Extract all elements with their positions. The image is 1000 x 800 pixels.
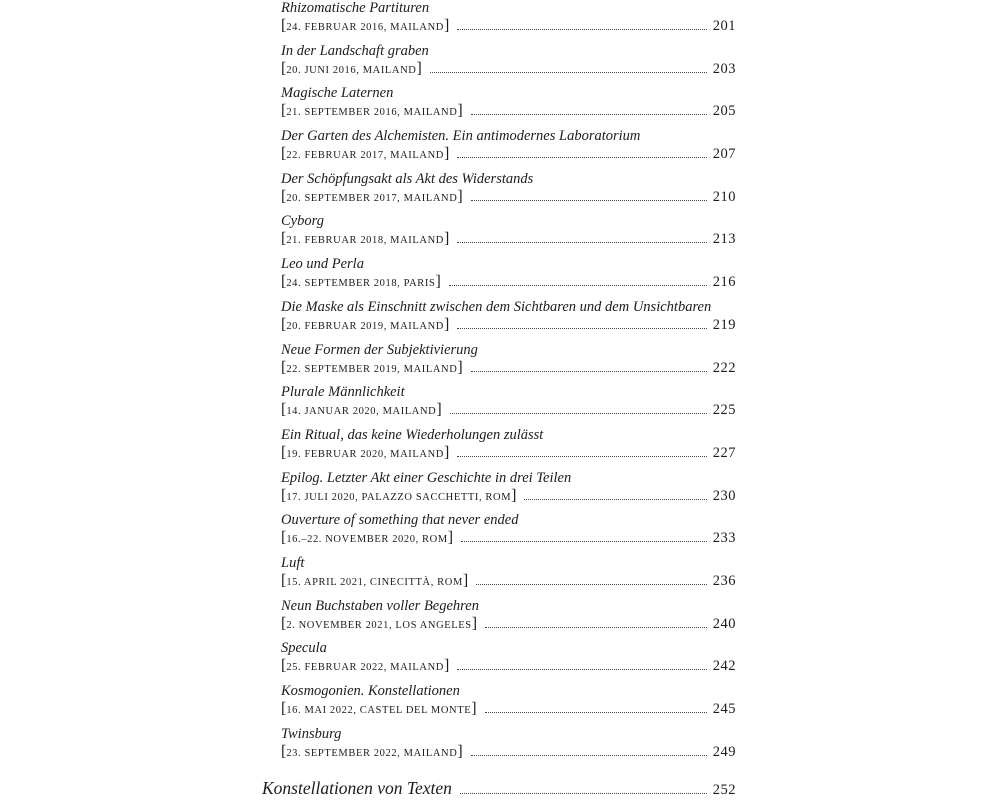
toc-entry[interactable] xyxy=(281,512,736,555)
open-bracket: [ xyxy=(281,273,287,291)
entry-title: Leo und Perla xyxy=(281,256,364,273)
entry-page: 249 xyxy=(712,743,736,760)
dot-leader xyxy=(461,540,707,542)
entry-page: 245 xyxy=(712,701,736,717)
entry-date: 24. FEBRUAR 2016, MAILAND xyxy=(286,22,444,33)
toc-entry[interactable] xyxy=(281,256,736,299)
entry-date: 20. SEPTEMBER 2017, MAILAND xyxy=(286,192,458,204)
entry-title: Rhizomatische Partituren xyxy=(281,0,430,16)
close-bracket: ] xyxy=(462,571,469,589)
dot-leader xyxy=(450,412,707,414)
entry-date: 14. JANUAR 2020, MAILAND xyxy=(286,406,437,418)
close-bracket: ] xyxy=(443,230,450,248)
dot-leader xyxy=(457,455,706,457)
dot-leader xyxy=(471,370,707,372)
entry-date: 17. JULI 2020, PALAZZO SACCHETTI, ROM xyxy=(286,491,512,503)
entry-title: Cyborg xyxy=(281,213,324,230)
entry-meta-line xyxy=(281,700,736,718)
entry-meta-line xyxy=(281,401,736,419)
entry-meta-line xyxy=(281,60,736,78)
open-bracket: [ xyxy=(281,315,287,333)
dot-leader xyxy=(460,792,707,794)
dot-leader xyxy=(485,711,707,713)
entry-page: 203 xyxy=(712,60,736,77)
close-bracket: ] xyxy=(457,358,463,376)
entry-page: 222 xyxy=(712,359,736,376)
dot-leader xyxy=(430,71,707,73)
entry-meta-line xyxy=(281,529,736,547)
open-bracket: [ xyxy=(281,571,287,589)
entry-title: Specula xyxy=(281,640,327,657)
close-bracket: ] xyxy=(443,443,450,461)
toc-entry[interactable] xyxy=(281,598,736,641)
entry-title: Epilog. Letzter Akt einer Geschichte in drei Teilen xyxy=(281,469,572,486)
open-bracket: [ xyxy=(281,17,287,34)
close-bracket: ] xyxy=(416,59,422,77)
close-bracket: ] xyxy=(471,700,477,717)
toc-entry[interactable] xyxy=(281,342,736,385)
close-bracket: ] xyxy=(457,102,463,120)
entry-title: Ein Ritual, das keine Wiederholungen zulässt xyxy=(281,426,544,443)
entry-meta-line xyxy=(281,359,736,377)
entry-page: 227 xyxy=(712,444,736,461)
toc-entry[interactable] xyxy=(281,470,736,513)
entry-page: 236 xyxy=(712,572,736,589)
entry-title: Neun Buchstaben voller Begehren xyxy=(281,597,479,614)
entry-date: 22. SEPTEMBER 2019, MAILAND xyxy=(286,363,458,375)
entry-title: In der Landschaft graben xyxy=(281,42,429,59)
entry-date: 16. MAI 2022, CASTEL DEL MONTE xyxy=(286,705,472,716)
entry-date: 19. FEBRUAR 2020, MAILAND xyxy=(286,448,444,460)
open-bracket: [ xyxy=(281,657,287,675)
entry-page: 201 xyxy=(712,18,736,34)
open-bracket: [ xyxy=(281,486,287,504)
entry-page: 216 xyxy=(712,274,736,291)
entry-page: 242 xyxy=(712,658,736,675)
toc-entry[interactable] xyxy=(281,0,736,43)
entry-meta-line xyxy=(281,444,736,462)
open-bracket: [ xyxy=(281,742,287,760)
dot-leader xyxy=(476,583,707,585)
close-bracket: ] xyxy=(443,315,450,333)
open-bracket: [ xyxy=(281,145,287,163)
entry-title: Ouverture of something that never ended xyxy=(281,512,519,529)
entry-title: Der Schöpfungsakt als Akt des Widerstands xyxy=(281,170,534,187)
entry-page: 207 xyxy=(712,146,736,163)
dot-leader xyxy=(457,156,706,158)
section-title: Konstellationen von Texten xyxy=(262,778,452,798)
entry-meta-line xyxy=(281,145,736,163)
toc-entry[interactable] xyxy=(281,171,736,214)
open-bracket: [ xyxy=(281,102,287,120)
entry-meta-line xyxy=(281,615,736,633)
entry-meta-line xyxy=(281,230,736,248)
open-bracket: [ xyxy=(281,443,287,461)
close-bracket: ] xyxy=(447,529,454,547)
entry-meta-line xyxy=(281,487,736,505)
entry-meta-line xyxy=(281,273,736,291)
entry-meta-line xyxy=(281,102,736,120)
entry-page: 240 xyxy=(712,615,736,632)
dot-leader xyxy=(449,284,707,286)
close-bracket: ] xyxy=(443,17,450,34)
toc-entry[interactable] xyxy=(281,726,736,769)
close-bracket: ] xyxy=(443,145,450,163)
entry-title: Der Garten des Alchemisten. Ein antimodernes Laboratorium xyxy=(281,128,641,145)
toc-entry[interactable] xyxy=(281,85,736,128)
entry-meta-line xyxy=(281,316,736,334)
toc-entry[interactable] xyxy=(281,128,736,171)
entry-title: Neue Formen der Subjektivierung xyxy=(281,341,478,358)
dot-leader xyxy=(524,498,706,500)
entry-page: 210 xyxy=(712,188,736,205)
dot-leader xyxy=(485,626,707,628)
open-bracket: [ xyxy=(281,401,287,419)
entry-date: 22. FEBRUAR 2017, MAILAND xyxy=(286,150,444,162)
close-bracket: ] xyxy=(457,742,463,760)
toc-entry[interactable] xyxy=(281,213,736,256)
toc-entry[interactable] xyxy=(281,427,736,470)
entry-title: Luft xyxy=(281,554,305,571)
close-bracket: ] xyxy=(471,614,478,632)
entry-date: 16.–22. NOVEMBER 2020, ROM xyxy=(286,534,448,546)
toc-entry[interactable] xyxy=(281,683,736,726)
toc-entry[interactable] xyxy=(281,555,736,598)
entry-date: 24. SEPTEMBER 2018, PARIS xyxy=(286,278,436,290)
entry-page: 213 xyxy=(712,231,736,248)
entry-meta-line xyxy=(281,17,736,35)
toc-entry[interactable] xyxy=(281,384,736,427)
entry-date: 23. SEPTEMBER 2022, MAILAND xyxy=(286,747,458,759)
open-bracket: [ xyxy=(281,529,287,547)
entry-date: 15. APRIL 2021, CINECITTÀ, ROM xyxy=(286,576,463,588)
open-bracket: [ xyxy=(281,59,287,77)
dot-leader xyxy=(457,241,706,243)
entry-date: 25. FEBRUAR 2022, MAILAND xyxy=(286,662,444,674)
entry-title: Magische Laternen xyxy=(281,85,394,102)
dot-leader xyxy=(457,28,706,30)
close-bracket: ] xyxy=(435,273,441,291)
close-bracket: ] xyxy=(457,187,463,205)
open-bracket: [ xyxy=(281,187,287,205)
entry-meta-line xyxy=(281,572,736,590)
open-bracket: [ xyxy=(281,358,287,376)
toc-entry[interactable] xyxy=(281,640,736,683)
entry-title: Twinsburg xyxy=(281,725,342,742)
dot-leader xyxy=(457,327,706,329)
entry-meta-line xyxy=(281,657,736,675)
close-bracket: ] xyxy=(436,401,442,419)
entry-date: 21. SEPTEMBER 2016, MAILAND xyxy=(286,107,458,119)
open-bracket: [ xyxy=(281,614,287,632)
entry-meta-line xyxy=(281,743,736,761)
section-page: 252 xyxy=(712,782,736,798)
entry-page: 219 xyxy=(712,316,736,333)
toc-entry[interactable] xyxy=(281,299,736,342)
entry-title: Die Maske als Einschnitt zwischen dem Sichtbaren und dem Unsichtbaren xyxy=(281,298,712,315)
table-of-contents xyxy=(281,0,736,768)
entry-title: Kosmogonien. Konstellationen xyxy=(281,683,460,699)
dot-leader xyxy=(457,668,706,670)
entry-title: Plurale Männlichkeit xyxy=(281,384,405,401)
entry-meta-line xyxy=(281,188,736,206)
entry-page: 205 xyxy=(712,103,736,120)
entry-date: 2. NOVEMBER 2021, LOS ANGELES xyxy=(286,619,472,631)
open-bracket: [ xyxy=(281,230,287,248)
close-bracket: ] xyxy=(443,657,450,675)
entry-page: 230 xyxy=(712,487,736,504)
entry-date: 21. FEBRUAR 2018, MAILAND xyxy=(286,235,444,247)
open-bracket: [ xyxy=(281,700,287,717)
entry-date: 20. FEBRUAR 2019, MAILAND xyxy=(286,320,444,332)
section-heading-entry[interactable] xyxy=(262,778,736,800)
entry-date: 20. JUNI 2016, MAILAND xyxy=(286,64,417,76)
dot-leader xyxy=(471,199,707,201)
toc-entry[interactable] xyxy=(281,43,736,86)
dot-leader xyxy=(471,754,707,756)
entry-page: 233 xyxy=(712,530,736,547)
dot-leader xyxy=(471,113,707,115)
entry-page: 225 xyxy=(712,402,736,419)
close-bracket: ] xyxy=(511,486,517,504)
